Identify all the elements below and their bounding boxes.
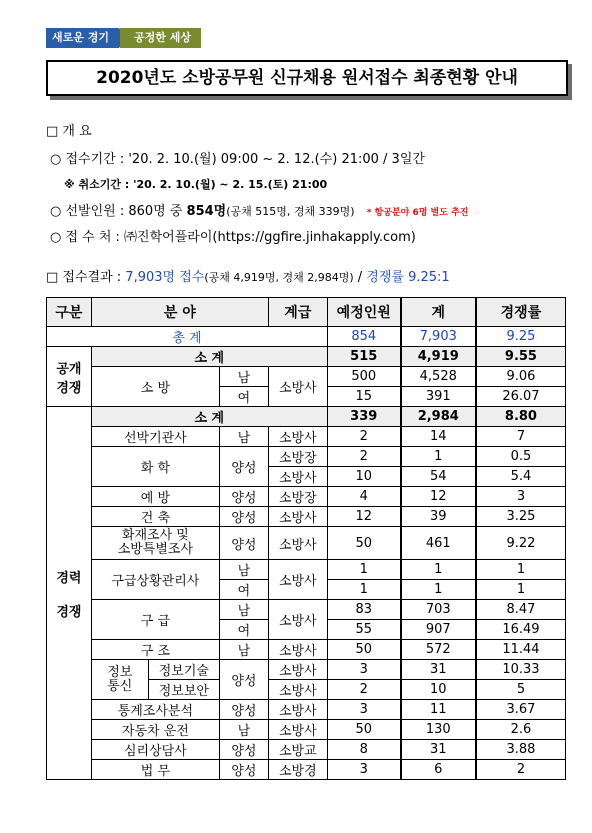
g1-sex: 남 [219,367,268,387]
g1-field: 소 방 [91,367,219,407]
g2-subtotal-label: 소 계 [91,407,327,427]
cell-rank: 소방사 [268,720,327,740]
cell-planned: 50 [327,527,400,560]
cell-ratio: 1 [476,580,566,600]
cell-ratio: 11.44 [476,640,566,660]
cell-field: 심리상담사 [91,740,219,760]
cell-ratio: 5.4 [476,467,566,487]
header-rank: 계급 [268,298,327,327]
cell-planned: 4 [327,487,400,507]
page-title: 2020년도 소방공무원 신규채용 원서접수 최종현황 안내 [46,60,568,96]
cell-planned: 2 [327,427,400,447]
cell-field: 화재조사 및 소방특별조사 [91,527,219,560]
cell-planned: 3 [327,760,400,780]
header-field: 분 야 [91,298,268,327]
cell-ratio: 10.33 [476,660,566,680]
cell-sex: 양성 [219,760,268,780]
g2-subtotal-applied: 2,984 [401,407,476,427]
cell-field: 통계조사분석 [91,700,219,720]
table-row [47,740,566,760]
table-row [47,487,566,507]
quota-line [50,200,468,219]
table-row [47,507,566,527]
cell-field: 자동차 운전 [91,720,219,740]
cell-planned: 3 [327,700,400,720]
total-ratio: 9.25 [476,327,566,347]
cancel-text: ※ 취소기간 : '20. 2. 10.(월) ~ 2. 15.(토) 21:00 [64,178,328,191]
table-row [47,640,566,660]
cell-planned: 83 [327,600,400,620]
cell-sex: 여 [219,580,268,600]
total-planned: 854 [327,327,400,347]
cell-applied: 10 [401,680,476,700]
cell-subfield: 정보보안 [148,680,219,700]
cell-ratio: 0.5 [476,447,566,467]
g2-subtotal-row [47,407,566,427]
site-line: ○ 접 수 처 : ㈜진학어플라이(https://ggfire.jinhakapply.com) [50,230,416,245]
cell-ratio: 26.07 [476,387,566,407]
g1-subtotal-applied: 4,919 [401,347,476,367]
table-row [47,660,566,680]
cell-ratio: 8.47 [476,600,566,620]
total-label: 총 계 [47,327,328,347]
cell-planned: 50 [327,640,400,660]
quota-bold: 854명 [186,204,227,219]
cell-planned: 12 [327,507,400,527]
cell-rank: 소방사 [268,660,327,680]
cell-planned: 55 [327,620,400,640]
cell-applied: 31 [401,660,476,680]
cell-rank: 소방사 [268,527,327,560]
table-row [47,760,566,780]
cell-planned: 1 [327,580,400,600]
cell-sex: 양성 [219,660,268,700]
cell-field: 구 조 [91,640,219,660]
cell-applied: 39 [401,507,476,527]
cell-applied: 4,528 [401,367,476,387]
result-sep: / [353,270,367,285]
period-line: ○ 접수기간 : '20. 2. 10.(월) 09:00 ~ 2. 12.(수) 21:00 / 3일간 [50,152,425,167]
header-applied: 계 [401,298,476,327]
cell-rank: 소방사 [268,700,327,720]
badge-new-gyeonggi: 새로운 경기 [46,28,119,48]
cell-sex: 양성 [219,740,268,760]
cell-applied: 130 [401,720,476,740]
cell-ratio: 9.06 [476,367,566,387]
cell-sex: 양성 [219,700,268,720]
cell-rank: 소방사 [268,467,327,487]
cell-sex: 남 [219,427,268,447]
cell-field: 선박기관사 [91,427,219,447]
total-row [47,327,566,347]
group-open: 공개 경쟁 [47,347,92,407]
cell-field: 구급상황관리사 [91,560,219,600]
cell-ratio: 2.6 [476,720,566,740]
table-row [47,447,566,467]
cell-applied: 1 [401,447,476,467]
cell-sex: 여 [219,620,268,640]
cell-applied: 1 [401,580,476,600]
cell-applied: 907 [401,620,476,640]
quota-prefix: ○ 선발인원 : 860명 중 [50,204,187,219]
cell-applied: 6 [401,760,476,780]
cell-applied: 54 [401,467,476,487]
g1-subtotal-label: 소 계 [91,347,327,367]
cell-rank: 소방경 [268,760,327,780]
cell-ratio: 5 [476,680,566,700]
cell-subfield: 정보기술 [148,660,219,680]
table-row [47,700,566,720]
cell-planned: 15 [327,387,400,407]
table-row [47,367,566,387]
result-prefix: □ 접수결과 : [46,270,126,285]
cell-sex: 남 [219,720,268,740]
overview-heading: □ 개 요 [46,124,92,139]
g1-rank: 소방사 [268,367,327,407]
cell-sex: 양성 [219,487,268,507]
cell-rank: 소방사 [268,507,327,527]
g1-subtotal-planned: 515 [327,347,400,367]
cell-planned: 500 [327,367,400,387]
cell-field: 화 학 [91,447,219,487]
cell-applied: 703 [401,600,476,620]
cell-planned: 50 [327,720,400,740]
cancel-line [64,176,327,192]
cell-field: 건 축 [91,507,219,527]
g2-subtotal-planned: 339 [327,407,400,427]
group-career: 경력 경쟁 [47,407,92,780]
header-category: 구분 [47,298,92,327]
cell-applied: 1 [401,560,476,580]
cell-planned: 10 [327,467,400,487]
g2-subtotal-ratio: 8.80 [476,407,566,427]
cell-applied: 461 [401,527,476,560]
cell-applied: 572 [401,640,476,660]
cell-field: 법 무 [91,760,219,780]
table-row [47,527,566,560]
cell-ratio: 7 [476,427,566,447]
table-row [47,720,566,740]
g1-subtotal-ratio: 9.55 [476,347,566,367]
header-planned: 예정인원 [327,298,400,327]
cell-field: 정보 통신 [91,660,148,700]
cell-ratio: 3 [476,487,566,507]
cell-planned: 1 [327,560,400,580]
cell-sex: 남 [219,640,268,660]
g1-subtotal-row [47,347,566,367]
cell-planned: 8 [327,740,400,760]
cell-rank: 소방장 [268,487,327,507]
quota-note: * 항공분야 6명 별도 추진 [366,208,469,218]
cell-applied: 31 [401,740,476,760]
cell-rank: 소방사 [268,427,327,447]
cell-rank: 소방교 [268,740,327,760]
header-ratio: 경쟁률 [476,298,566,327]
table-row [47,600,566,620]
quota-detail: (공채 515명, 경채 339명) [226,205,355,218]
cell-sex: 남 [219,560,268,580]
result-detail: (공채 4,919명, 경채 2,984명) [204,271,354,284]
table-header-row [47,298,566,327]
total-applied: 7,903 [401,327,476,347]
cell-sex: 양성 [219,507,268,527]
badge-fair-world: 공정한 세상 [120,28,201,48]
results-table [46,297,566,780]
cell-ratio: 9.22 [476,527,566,560]
cell-field: 구 급 [91,600,219,640]
cell-sex: 남 [219,600,268,620]
cell-applied: 391 [401,387,476,407]
cell-ratio: 1 [476,560,566,580]
cell-field: 예 방 [91,487,219,507]
cell-ratio: 16.49 [476,620,566,640]
result-ratio: 경쟁률 9.25:1 [366,270,450,285]
cell-rank: 소방사 [268,560,327,600]
g1-sex: 여 [219,387,268,407]
cell-rank: 소방사 [268,600,327,640]
result-main: 7,903명 접수 [125,270,205,285]
cell-sex: 양성 [219,527,268,560]
cell-planned: 3 [327,660,400,680]
cell-applied: 12 [401,487,476,507]
cell-sex: 양성 [219,447,268,487]
table-row [47,560,566,580]
cell-ratio: 2 [476,760,566,780]
cell-rank: 소방장 [268,447,327,467]
cell-applied: 11 [401,700,476,720]
cell-applied: 14 [401,427,476,447]
cell-rank: 소방사 [268,640,327,660]
cell-planned: 2 [327,447,400,467]
cell-rank: 소방사 [268,680,327,700]
cell-ratio: 3.67 [476,700,566,720]
result-line [46,266,450,285]
cell-planned: 2 [327,680,400,700]
cell-ratio: 3.88 [476,740,566,760]
cell-ratio: 3.25 [476,507,566,527]
table-row [47,427,566,447]
